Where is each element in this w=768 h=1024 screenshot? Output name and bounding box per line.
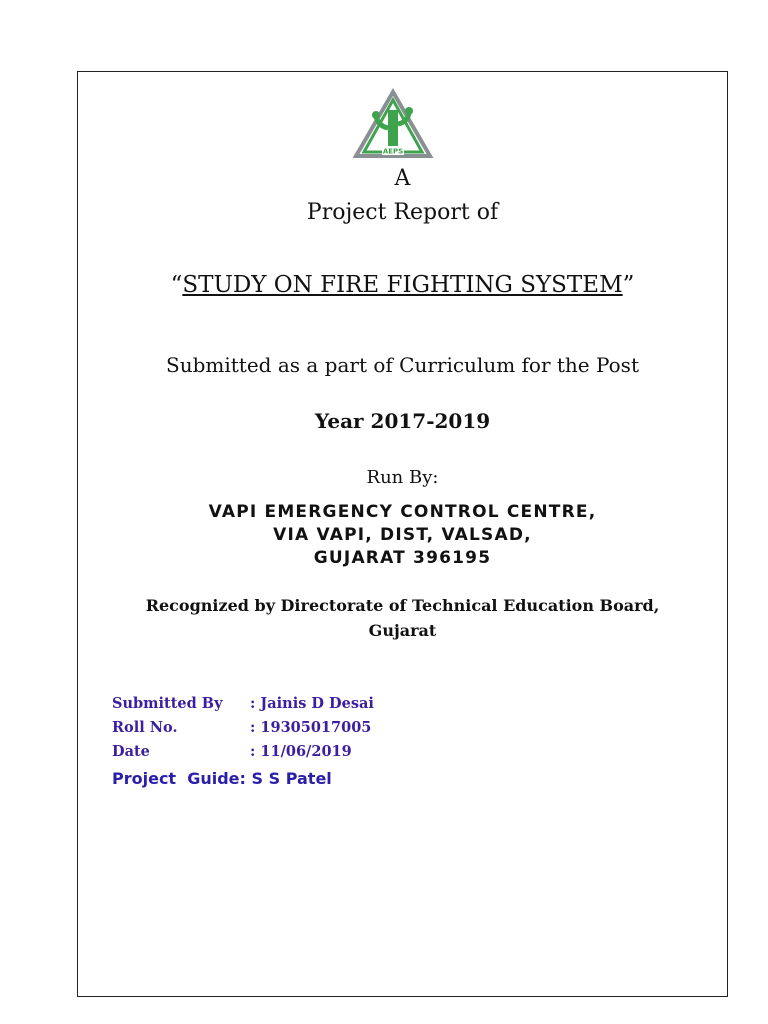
project-guide-value: S S Patel [251, 769, 332, 788]
institute-logo-icon [352, 88, 434, 160]
org-line-2: VIA VAPI, DIST, VALSAD, [273, 525, 532, 545]
date-value: : 11/06/2019 [250, 743, 352, 760]
recognized-line-1: Recognized by Directorate of Technical Education Board, [145, 596, 660, 615]
org-line-3: GUJARAT 396195 [313, 548, 492, 568]
submitted-by-label: Submitted By [112, 695, 223, 712]
svg-text:AEPS: AEPS [382, 147, 404, 156]
submitted-curriculum-line: Submitted as a part of Curriculum for the Post [166, 353, 639, 377]
submitted-by-value: : Jainis D Desai [250, 695, 374, 712]
roll-no-row [112, 719, 371, 736]
title-open-quote: “ [170, 272, 183, 298]
heading-a: A [394, 166, 411, 191]
title-text: STUDY ON FIRE FIGHTING SYSTEM [182, 272, 623, 298]
date-row [112, 743, 352, 760]
academic-year: Year 2017-2019 [314, 409, 491, 433]
heading-project-report: Project Report of [306, 200, 499, 225]
date-label: Date [112, 743, 150, 760]
roll-no-label: Roll No. [112, 719, 178, 736]
title-close-quote: ” [622, 272, 635, 298]
project-guide-label: Project Guide: [112, 769, 246, 788]
project-guide-row [112, 769, 332, 788]
recognized-line-2: Gujarat [368, 621, 437, 640]
org-line-1: VAPI EMERGENCY CONTROL CENTRE, [208, 502, 597, 522]
report-title [77, 272, 728, 298]
roll-no-value: : 19305017005 [250, 719, 372, 736]
submitted-by-row [112, 695, 374, 712]
run-by-label: Run By: [366, 467, 439, 488]
